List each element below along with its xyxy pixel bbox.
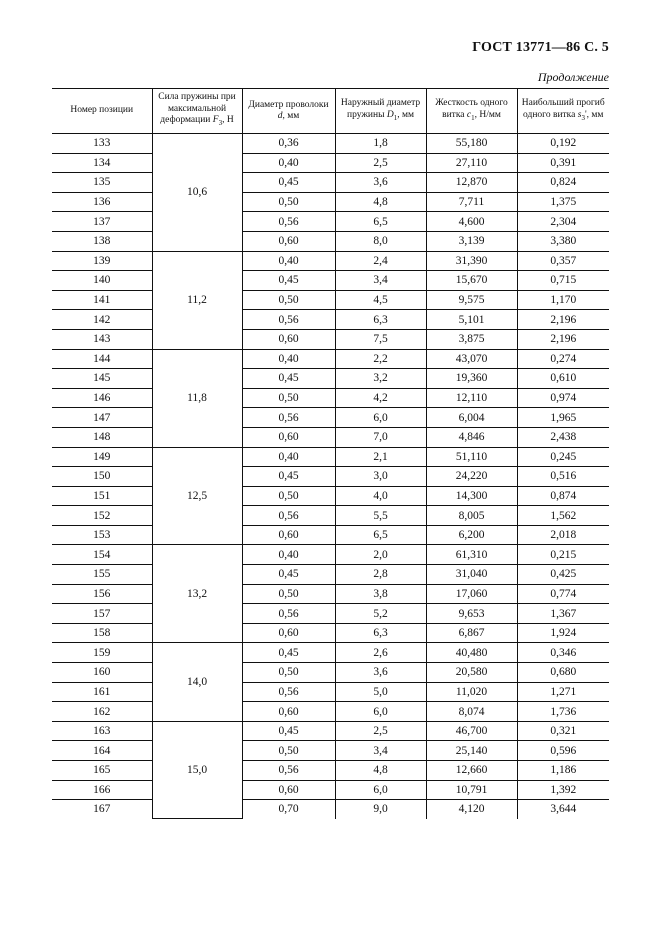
wire-diameter-cell: 0,40 [242,545,335,565]
stiffness-cell: 6,867 [426,623,517,643]
position-number-cell: 158 [52,623,152,643]
wire-diameter-cell: 0,50 [242,741,335,761]
wire-diameter-cell: 0,60 [242,780,335,800]
table-row [52,329,609,349]
outer-diameter-cell: 4,2 [335,388,426,408]
wire-diameter-cell: 0,56 [242,506,335,526]
table-header-row [52,89,609,134]
wire-diameter-cell: 0,50 [242,388,335,408]
outer-diameter-cell: 6,5 [335,212,426,232]
deflection-cell: 0,824 [517,173,609,193]
table-row [52,408,609,428]
outer-diameter-cell: 3,6 [335,663,426,683]
column-header-outer-diameter: Наружный диаметр пружины $D_1$, мм [335,89,426,134]
table-row [52,741,609,761]
table-row [52,702,609,722]
wire-diameter-cell: 0,60 [242,231,335,251]
deflection-cell: 0,215 [517,545,609,565]
deflection-cell: 0,425 [517,565,609,585]
position-number-cell: 140 [52,271,152,291]
position-number-cell: 159 [52,643,152,663]
outer-diameter-cell: 2,6 [335,643,426,663]
outer-diameter-cell: 8,0 [335,231,426,251]
deflection-cell: 1,924 [517,623,609,643]
stiffness-cell: 24,220 [426,467,517,487]
stiffness-cell: 31,040 [426,565,517,585]
table-row [52,506,609,526]
stiffness-cell: 4,846 [426,427,517,447]
outer-diameter-cell: 4,8 [335,192,426,212]
outer-diameter-cell: 5,5 [335,506,426,526]
stiffness-cell: 12,870 [426,173,517,193]
position-number-cell: 137 [52,212,152,232]
deflection-cell: 0,516 [517,467,609,487]
position-number-cell: 135 [52,173,152,193]
stiffness-cell: 12,110 [426,388,517,408]
wire-diameter-cell: 0,60 [242,702,335,722]
outer-diameter-cell: 4,0 [335,486,426,506]
wire-diameter-cell: 0,50 [242,192,335,212]
wire-diameter-cell: 0,50 [242,290,335,310]
stiffness-cell: 8,074 [426,702,517,722]
spring-force-cell: 11,2 [152,251,242,349]
position-number-cell: 149 [52,447,152,467]
wire-diameter-cell: 0,60 [242,525,335,545]
stiffness-cell: 12,660 [426,761,517,781]
spring-force-cell: 15,0 [152,721,242,818]
position-number-cell: 163 [52,721,152,741]
stiffness-cell: 10,791 [426,780,517,800]
position-number-cell: 154 [52,545,152,565]
wire-diameter-cell: 0,45 [242,721,335,741]
stiffness-cell: 4,600 [426,212,517,232]
outer-diameter-cell: 6,3 [335,623,426,643]
wire-diameter-cell: 0,56 [242,604,335,624]
wire-diameter-cell: 0,45 [242,369,335,389]
outer-diameter-cell: 6,3 [335,310,426,330]
outer-diameter-cell: 2,0 [335,545,426,565]
outer-diameter-cell: 2,4 [335,251,426,271]
position-number-cell: 136 [52,192,152,212]
wire-diameter-cell: 0,36 [242,134,335,154]
page-header-standard: ГОСТ 13771—86 С. 5 [472,40,609,55]
deflection-cell: 1,186 [517,761,609,781]
position-number-cell: 148 [52,427,152,447]
outer-diameter-cell: 2,2 [335,349,426,369]
position-number-cell: 146 [52,388,152,408]
stiffness-cell: 20,580 [426,663,517,683]
table-row [52,486,609,506]
table-row [52,761,609,781]
outer-diameter-cell: 9,0 [335,800,426,819]
spring-force-cell: 10,6 [152,134,242,252]
stiffness-cell: 5,101 [426,310,517,330]
table-row [52,643,609,663]
position-number-cell: 138 [52,231,152,251]
position-number-cell: 150 [52,467,152,487]
wire-diameter-cell: 0,45 [242,565,335,585]
column-header-force: Сила пружины при максимальной деформации $F_3$, Н [152,89,242,134]
continuation-label: Продолжение [537,70,609,84]
stiffness-cell: 3,139 [426,231,517,251]
position-number-cell: 134 [52,153,152,173]
table-row [52,192,609,212]
column-header-deflection: Наибольший прогиб одного витка $s_3'$, мм [517,89,609,134]
position-number-cell: 160 [52,663,152,683]
outer-diameter-cell: 2,5 [335,721,426,741]
table-row [52,623,609,643]
stiffness-cell: 55,180 [426,134,517,154]
deflection-cell: 1,392 [517,780,609,800]
outer-diameter-cell: 2,1 [335,447,426,467]
table-row [52,584,609,604]
position-number-cell: 145 [52,369,152,389]
position-number-cell: 166 [52,780,152,800]
deflection-cell: 1,367 [517,604,609,624]
table-row [52,251,609,271]
table-row [52,134,609,154]
stiffness-cell: 6,004 [426,408,517,428]
deflection-cell: 0,357 [517,251,609,271]
wire-diameter-cell: 0,45 [242,271,335,291]
wire-diameter-cell: 0,40 [242,251,335,271]
stiffness-cell: 15,670 [426,271,517,291]
stiffness-cell: 25,140 [426,741,517,761]
outer-diameter-cell: 3,4 [335,271,426,291]
spring-force-cell: 13,2 [152,545,242,643]
deflection-cell: 1,736 [517,702,609,722]
outer-diameter-cell: 6,5 [335,525,426,545]
outer-diameter-cell: 3,6 [335,173,426,193]
table-row [52,231,609,251]
position-number-cell: 144 [52,349,152,369]
wire-diameter-cell: 0,56 [242,310,335,330]
deflection-cell: 3,380 [517,231,609,251]
position-number-cell: 153 [52,525,152,545]
table-row [52,800,609,819]
wire-diameter-cell: 0,40 [242,349,335,369]
table-row [52,467,609,487]
outer-diameter-cell: 3,4 [335,741,426,761]
deflection-cell: 0,346 [517,643,609,663]
outer-diameter-cell: 4,8 [335,761,426,781]
wire-diameter-cell: 0,50 [242,584,335,604]
outer-diameter-cell: 6,0 [335,702,426,722]
wire-diameter-cell: 0,70 [242,800,335,819]
deflection-cell: 0,391 [517,153,609,173]
outer-diameter-cell: 3,8 [335,584,426,604]
table-row [52,427,609,447]
spring-force-cell: 12,5 [152,447,242,545]
deflection-cell: 1,562 [517,506,609,526]
stiffness-cell: 17,060 [426,584,517,604]
table-row [52,212,609,232]
table-row [52,565,609,585]
outer-diameter-cell: 1,8 [335,134,426,154]
wire-diameter-cell: 0,56 [242,761,335,781]
wire-diameter-cell: 0,40 [242,447,335,467]
stiffness-cell: 43,070 [426,349,517,369]
deflection-cell: 0,874 [517,486,609,506]
position-number-cell: 142 [52,310,152,330]
wire-diameter-cell: 0,50 [242,486,335,506]
position-number-cell: 156 [52,584,152,604]
table-row [52,663,609,683]
wire-diameter-cell: 0,56 [242,682,335,702]
wire-diameter-cell: 0,45 [242,643,335,663]
deflection-cell: 2,196 [517,329,609,349]
table-row [52,310,609,330]
table-row [52,721,609,741]
wire-diameter-cell: 0,60 [242,329,335,349]
deflection-cell: 0,274 [517,349,609,369]
wire-diameter-cell: 0,50 [242,663,335,683]
position-number-cell: 151 [52,486,152,506]
table-row [52,290,609,310]
column-header-stiffness: Жесткость одного витка $c_1$, Н/мм [426,89,517,134]
stiffness-cell: 51,110 [426,447,517,467]
deflection-cell: 2,018 [517,525,609,545]
outer-diameter-cell: 3,2 [335,369,426,389]
outer-diameter-cell: 6,0 [335,408,426,428]
wire-diameter-cell: 0,45 [242,173,335,193]
position-number-cell: 155 [52,565,152,585]
table-row [52,349,609,369]
table-row [52,604,609,624]
wire-diameter-cell: 0,60 [242,427,335,447]
table-row [52,525,609,545]
spring-data-table [52,88,609,819]
outer-diameter-cell: 5,0 [335,682,426,702]
deflection-cell: 2,196 [517,310,609,330]
outer-diameter-cell: 6,0 [335,780,426,800]
stiffness-cell: 9,653 [426,604,517,624]
stiffness-cell: 40,480 [426,643,517,663]
stiffness-cell: 11,020 [426,682,517,702]
position-number-cell: 133 [52,134,152,154]
deflection-cell: 0,680 [517,663,609,683]
position-number-cell: 161 [52,682,152,702]
deflection-cell: 0,245 [517,447,609,467]
deflection-cell: 1,170 [517,290,609,310]
table-row [52,153,609,173]
outer-diameter-cell: 3,0 [335,467,426,487]
deflection-cell: 0,192 [517,134,609,154]
wire-diameter-cell: 0,40 [242,153,335,173]
deflection-cell: 0,974 [517,388,609,408]
spring-force-cell: 14,0 [152,643,242,721]
position-number-cell: 147 [52,408,152,428]
column-header-wire-diameter: Диаметр проволоки d, мм [242,89,335,134]
deflection-cell: 0,774 [517,584,609,604]
position-number-cell: 141 [52,290,152,310]
table-row [52,271,609,291]
stiffness-cell: 27,110 [426,153,517,173]
stiffness-cell: 4,120 [426,800,517,819]
stiffness-cell: 9,575 [426,290,517,310]
position-number-cell: 165 [52,761,152,781]
stiffness-cell: 14,300 [426,486,517,506]
stiffness-cell: 31,390 [426,251,517,271]
position-number-cell: 157 [52,604,152,624]
outer-diameter-cell: 5,2 [335,604,426,624]
table-row [52,447,609,467]
position-number-cell: 162 [52,702,152,722]
position-number-cell: 139 [52,251,152,271]
outer-diameter-cell: 2,8 [335,565,426,585]
position-number-cell: 167 [52,800,152,819]
stiffness-cell: 8,005 [426,506,517,526]
deflection-cell: 0,596 [517,741,609,761]
stiffness-cell: 19,360 [426,369,517,389]
outer-diameter-cell: 4,5 [335,290,426,310]
deflection-cell: 3,644 [517,800,609,819]
spring-force-cell: 11,8 [152,349,242,447]
stiffness-cell: 46,700 [426,721,517,741]
wire-diameter-cell: 0,56 [242,408,335,428]
wire-diameter-cell: 0,45 [242,467,335,487]
stiffness-cell: 3,875 [426,329,517,349]
outer-diameter-cell: 2,5 [335,153,426,173]
deflection-cell: 1,965 [517,408,609,428]
position-number-cell: 164 [52,741,152,761]
table-row [52,545,609,565]
column-header-position: Номер позиции [52,89,152,134]
table-row [52,173,609,193]
table-row [52,369,609,389]
deflection-cell: 0,715 [517,271,609,291]
stiffness-cell: 61,310 [426,545,517,565]
wire-diameter-cell: 0,56 [242,212,335,232]
deflection-cell: 0,610 [517,369,609,389]
table-row [52,780,609,800]
deflection-cell: 1,375 [517,192,609,212]
stiffness-cell: 7,711 [426,192,517,212]
deflection-cell: 2,438 [517,427,609,447]
position-number-cell: 152 [52,506,152,526]
deflection-cell: 2,304 [517,212,609,232]
outer-diameter-cell: 7,0 [335,427,426,447]
wire-diameter-cell: 0,60 [242,623,335,643]
deflection-cell: 0,321 [517,721,609,741]
table-row [52,682,609,702]
outer-diameter-cell: 7,5 [335,329,426,349]
stiffness-cell: 6,200 [426,525,517,545]
deflection-cell: 1,271 [517,682,609,702]
table-row [52,388,609,408]
position-number-cell: 143 [52,329,152,349]
